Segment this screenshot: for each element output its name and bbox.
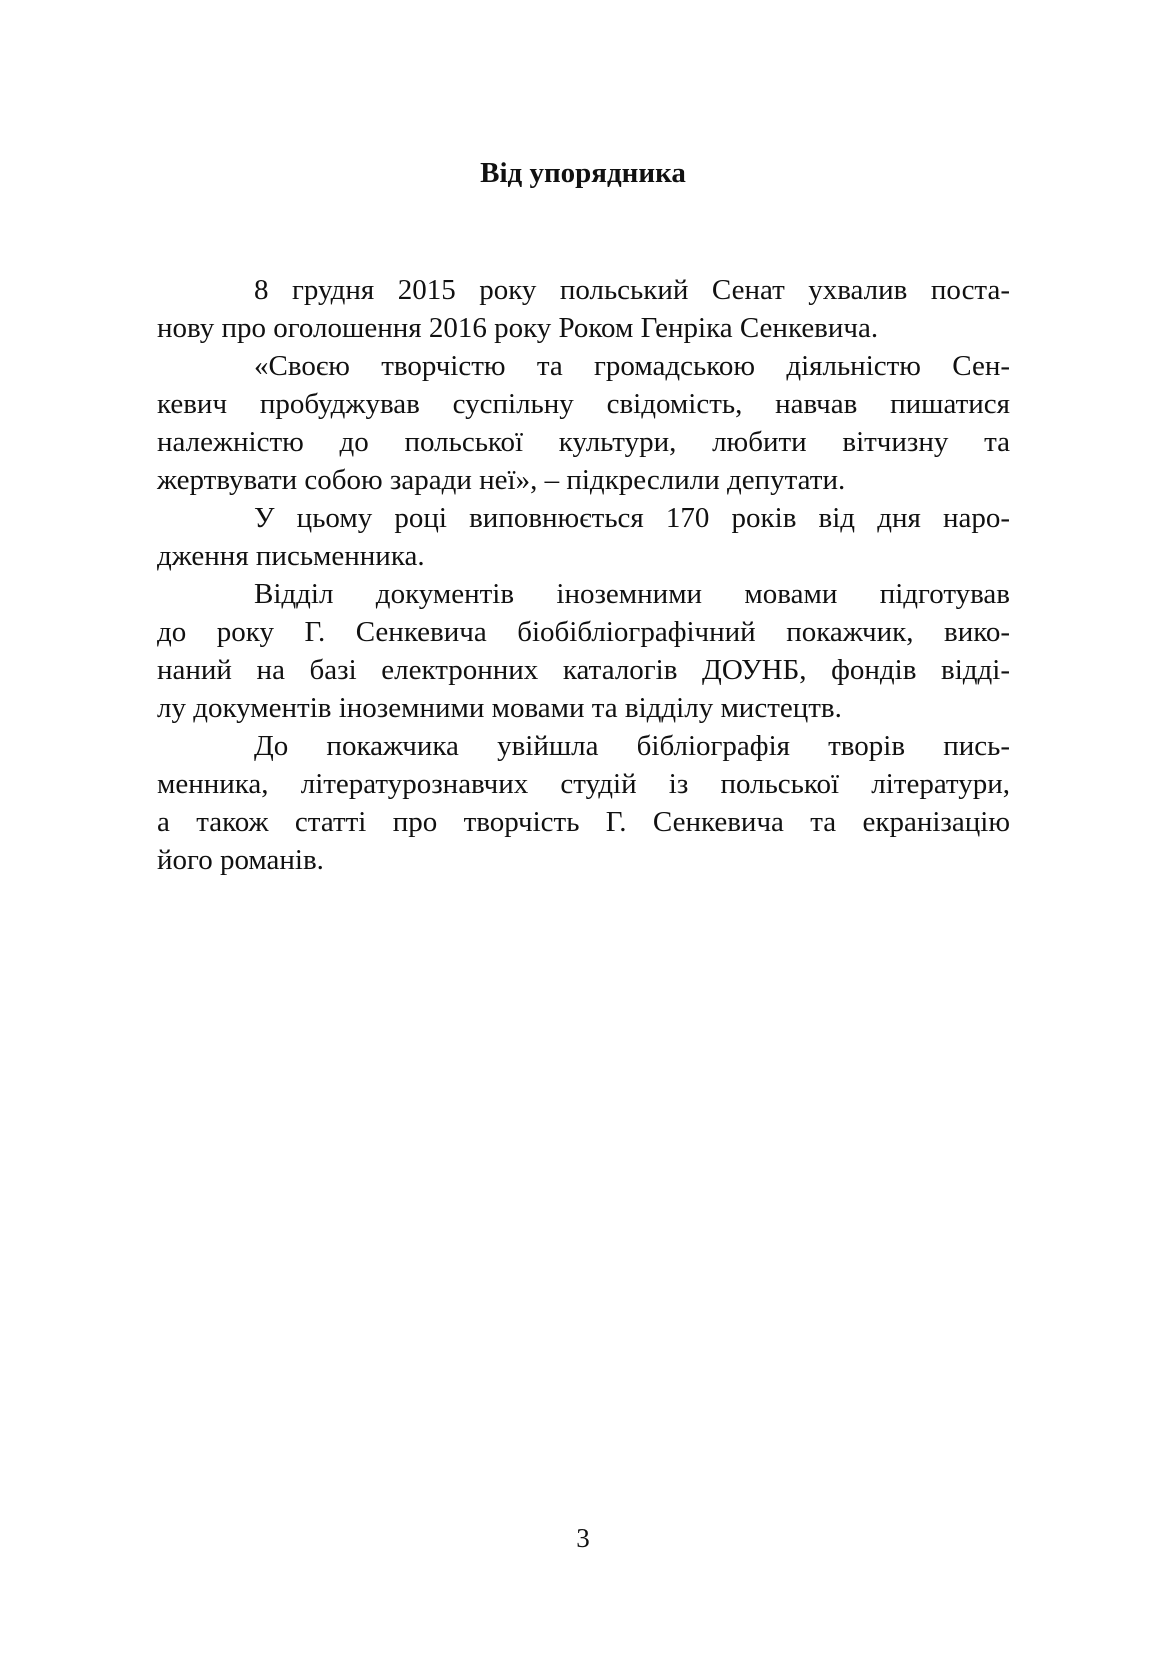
text-line: 8 грудня 2015 року польський Сенат ухвалив поста- <box>254 274 1010 306</box>
text-line: менника, літературознавчих студій із польської літератури, <box>157 768 1010 800</box>
text-line: До покажчика увійшла бібліографія творів пись- <box>254 730 1010 762</box>
page-number: 3 <box>576 1523 590 1553</box>
text-line: жертвувати собою заради неї», – підкреслили депутати. <box>157 464 846 496</box>
paragraph-1 <box>157 271 1010 347</box>
text-line: У цьому році виповнюється 170 років від дня наро- <box>254 502 1010 534</box>
text-line: нову про оголошення 2016 року Роком Генріка Сенкевича. <box>157 312 879 344</box>
text-line: а також статті про творчість Г. Сенкевича та екранізацію <box>157 806 1010 838</box>
paragraph-5 <box>157 727 1010 879</box>
text-line: лу документів іноземними мовами та відділу мистецтв. <box>157 692 842 724</box>
text-line: Відділ документів іноземними мовами підготував <box>254 578 1010 610</box>
text-line: «Своєю творчістю та громадською діяльністю Сен- <box>254 350 1010 382</box>
text-line: наний на базі електронних каталогів ДОУНБ, фондів відді- <box>157 654 1010 686</box>
paragraph-3 <box>157 499 1010 575</box>
text-line: кевич пробуджував суспільну свідомість, навчав пишатися <box>157 388 1010 420</box>
text-line: належністю до польської культури, любити вітчизну та <box>157 426 1010 458</box>
text-line: його романів. <box>157 844 324 876</box>
body-text <box>157 271 1010 879</box>
page-title: Від упорядника <box>480 157 686 189</box>
paragraph-2 <box>157 347 1010 499</box>
paragraph-4 <box>157 575 1010 727</box>
text-line: дження письменника. <box>157 540 425 572</box>
text-line: до року Г. Сенкевича біобібліографічний покажчик, вико- <box>157 616 1010 648</box>
